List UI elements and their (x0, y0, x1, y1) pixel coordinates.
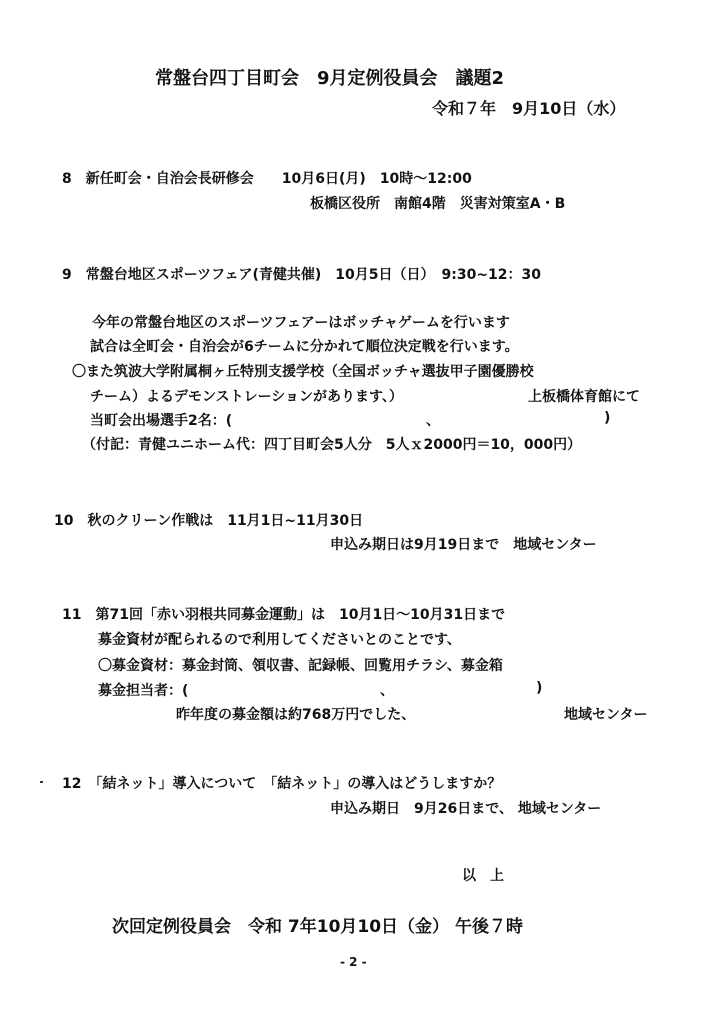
closing-text: 以 上 (462, 868, 504, 884)
item-12-line-2: 申込み期日 9月26日まで、 地域センター (330, 801, 602, 817)
document-title: 常盤台四丁目町会 9月定例役員会 議題2 (155, 68, 505, 89)
item-9-venue: 上板橋体育館にて (528, 389, 640, 405)
item-9-players-separator: 、 (426, 413, 440, 429)
item-9-line-3: 試合は全町会・自治会が6チームに分かれて順位決定戦を行います。 (90, 339, 519, 355)
item-11-line-1: 11 第71回「赤い羽根共同募金運動」は 10月1日～10月31日まで (62, 607, 506, 623)
item-9-line-4: 〇また筑波大学附属桐ヶ丘特別支援学校（全国ボッチャ選抜甲子園優勝校 (72, 364, 534, 380)
item-11-line-3: 〇募金資材：募金封筒、領収書、記録帳、回覧用チラシ、募金箱 (98, 658, 503, 674)
item-11-line-2: 募金資材が配られるので利用してくださいとのことです、 (98, 632, 461, 648)
item-9-note: （付記：青健ユニホーム代：四丁目町会5人分 5人ｘ2000円＝10，000円） (82, 437, 582, 453)
item-11-last-year-amount: 昨年度の募金額は約768万円でした、 (176, 707, 416, 723)
item-11-collector-label: 募金担当者：( (98, 683, 189, 699)
item-11-collector-close: ) (536, 680, 543, 696)
item-8-line-2: 板橋区役所 南館4階 災害対策室A・B (310, 196, 566, 212)
item-10-line-1: 10 秋のクリーン作戦は 11月1日~11月30日 (54, 513, 364, 529)
scan-speck (40, 781, 43, 783)
page-number: - 2 - (340, 955, 367, 969)
item-11-contact: 地域センター (564, 707, 648, 723)
item-9-line-5: チーム）よるデモンストレーションがあります、） (90, 389, 403, 405)
item-12-line-1: 12 「結ネット」導入について 「結ネット」の導入はどうしますか？ (62, 776, 502, 792)
item-9-players-label: 当町会出場選手2名：( (90, 413, 233, 429)
item-9-players-close: ) (604, 410, 611, 426)
item-9-line-1: 9 常盤台地区スポーツフェア(青健共催) 10月5日（日） 9:30~12：30 (62, 267, 542, 283)
item-9-line-2: 今年の常盤台地区のスポーツフェアーはボッチャゲームを行います (92, 315, 510, 331)
item-8-line-1: 8 新任町会・自治会長研修会 10月6日(月) 10時～12:00 (62, 171, 472, 187)
item-10-line-2: 申込み期日は9月19日まで 地域センター (330, 537, 597, 553)
item-11-collector-separator: 、 (380, 683, 394, 699)
meeting-date: 令和７年 9月10日（水） (432, 99, 626, 118)
next-meeting: 次回定例役員会 令和 7年10月10日（金） 午後７時 (112, 917, 523, 937)
